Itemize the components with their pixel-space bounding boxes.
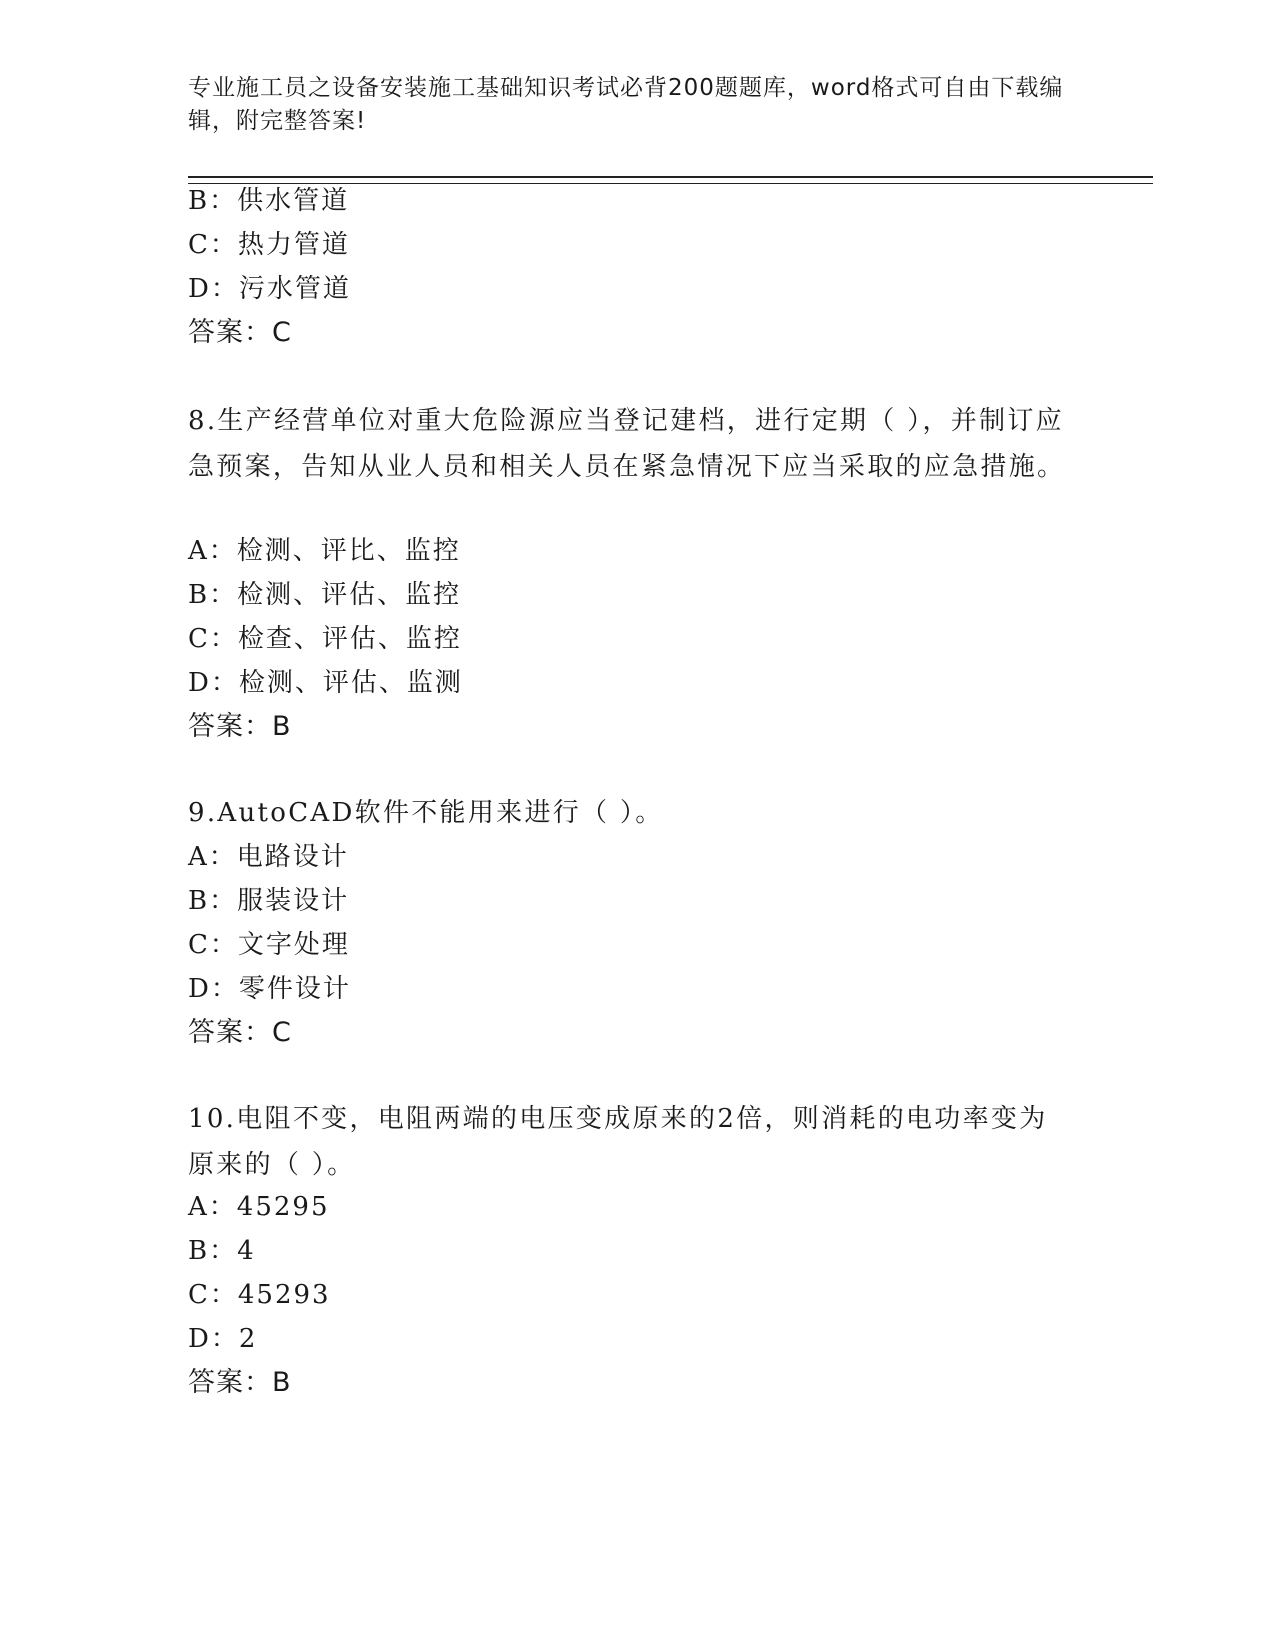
q8-stem: 8.生产经营单位对重大危险源应当登记建档，进行定期（ ），并制订应急预案，告知从业人员和相关人员在紧急情况下应当采取的应急措施。 (188, 406, 1066, 482)
q10-option-a: A：45295 (188, 1192, 330, 1222)
q9-option-c: C：文字处理 (188, 930, 350, 960)
q7-answer: 答案：C (188, 317, 292, 348)
q9-option-d: D：零件设计 (188, 974, 351, 1004)
q10-answer: 答案：B (188, 1367, 292, 1398)
q9-stem: 9.AutoCAD软件不能用来进行（ ）。 (188, 798, 664, 828)
q10-option-b: B：4 (188, 1236, 256, 1266)
q9-option-a: A：电路设计 (188, 842, 349, 872)
q7-option-b: B：供水管道 (188, 186, 350, 216)
q8-option-b: B：检测、评估、监控 (188, 580, 462, 610)
q8-answer: 答案：B (188, 711, 292, 742)
q7-option-d: D：污水管道 (188, 274, 351, 304)
document-header: 专业施工员之设备安装施工基础知识考试必背200题题库，word格式可自由下载编辑，附完整答案! (188, 75, 1064, 134)
q10-option-c: C：45293 (188, 1280, 331, 1310)
q8-option-c: C：检查、评估、监控 (188, 624, 462, 654)
q8-option-d: D：检测、评估、监测 (188, 668, 463, 698)
q10-option-d: D：2 (188, 1324, 258, 1354)
q9-option-b: B：服装设计 (188, 886, 350, 916)
q9-answer: 答案：C (188, 1017, 292, 1048)
q10-stem: 10.电阻不变，电阻两端的电压变成原来的2倍，则消耗的电功率变为原来的（ ）。 (188, 1104, 1048, 1180)
q7-option-c: C：热力管道 (188, 230, 350, 260)
q8-option-a: A：检测、评比、监控 (188, 536, 461, 566)
